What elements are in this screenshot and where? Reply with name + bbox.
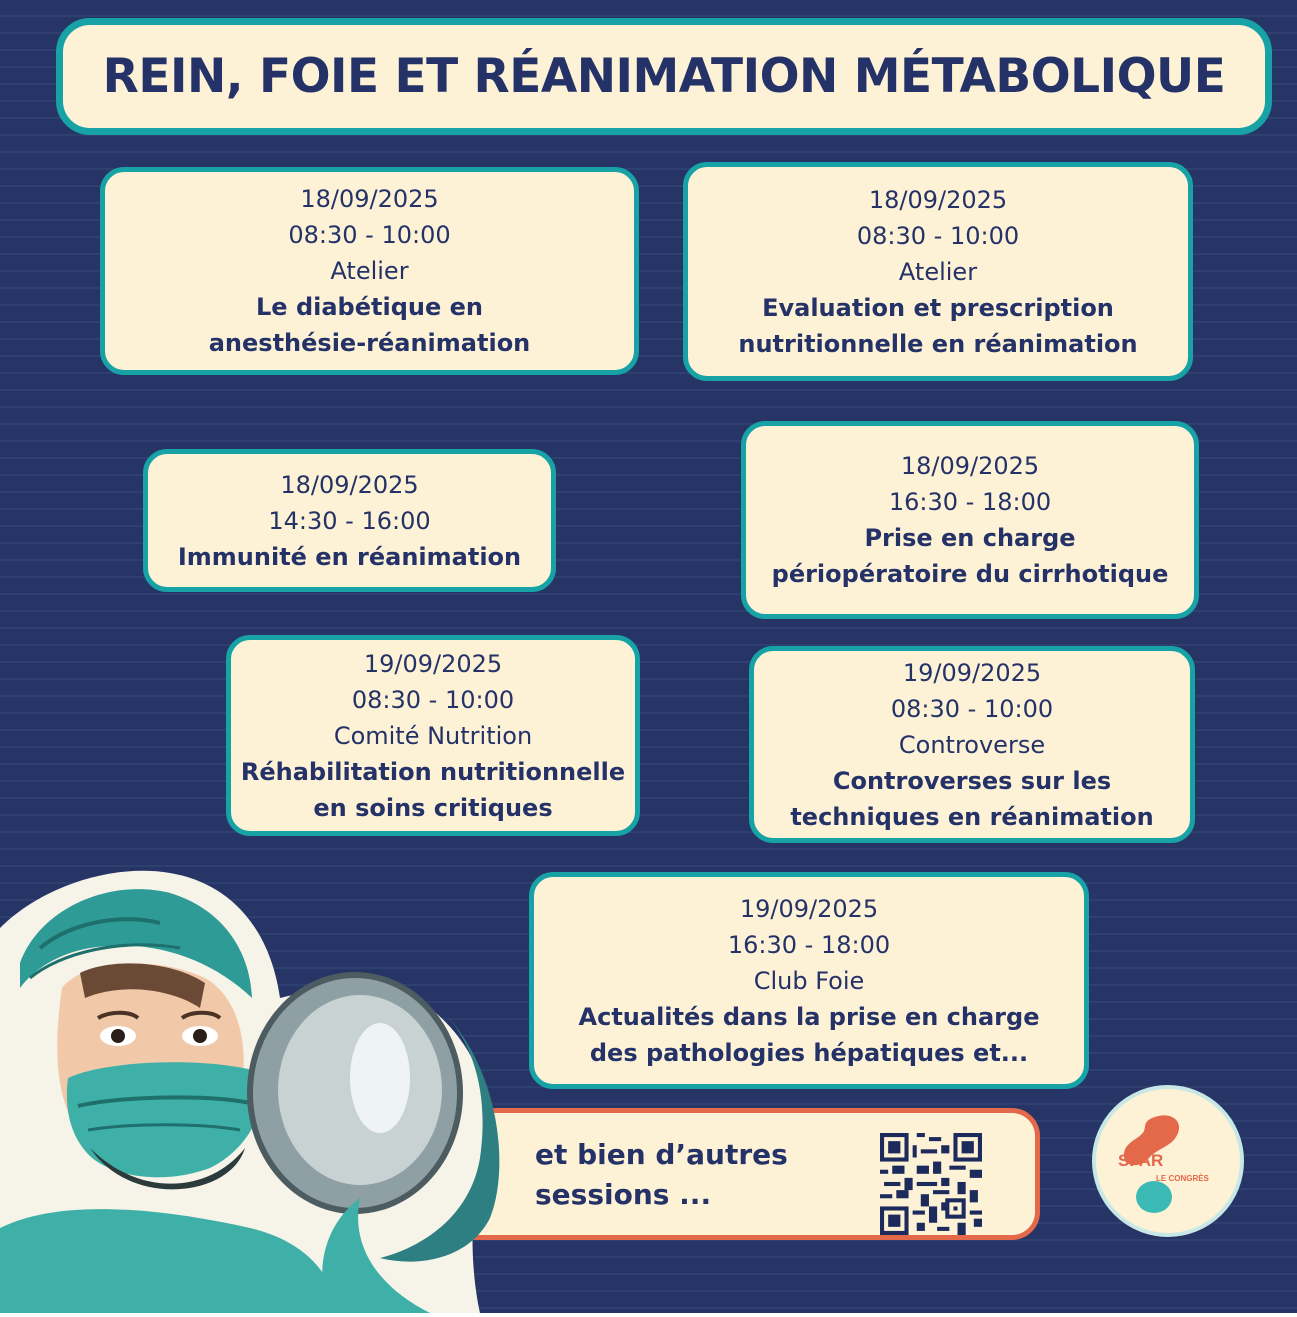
session-card[interactable]: [529, 872, 1089, 1089]
session-time: 08:30 - 10:00: [288, 221, 451, 249]
more-sessions-text: [535, 1135, 815, 1215]
session-card[interactable]: [100, 167, 639, 375]
session-time: 08:30 - 10:00: [890, 694, 1054, 723]
session-date: 19/09/2025: [363, 649, 503, 678]
qr-code-icon[interactable]: [880, 1133, 982, 1235]
title-banner: [56, 18, 1272, 135]
logo-word: SFAR: [1118, 1151, 1164, 1170]
session-date: 19/09/2025: [739, 894, 879, 923]
more-line: et bien d’autres: [535, 1138, 788, 1171]
session-time: 14:30 - 16:00: [268, 506, 431, 535]
session-title-line: anesthésie-réanimation: [208, 329, 531, 357]
session-type: Comité Nutrition: [333, 721, 533, 750]
session-title-line: techniques en réanimation: [790, 802, 1154, 831]
doctor-illustration: [0, 868, 520, 1313]
session-card[interactable]: [226, 635, 640, 836]
session-card[interactable]: [143, 449, 556, 592]
session-time: 08:30 - 10:00: [351, 685, 515, 714]
session-time: 16:30 - 18:00: [727, 930, 891, 959]
session-card[interactable]: [741, 421, 1199, 619]
session-type: Atelier: [330, 257, 409, 285]
session-time: 16:30 - 18:00: [888, 488, 1052, 516]
session-time: 08:30 - 10:00: [856, 221, 1020, 250]
sfar-logo: [1092, 1085, 1244, 1237]
session-date: 18/09/2025: [900, 452, 1040, 480]
session-title-line: Immunité en réanimation: [177, 542, 522, 571]
session-title-line: Réhabilitation nutritionnelle: [240, 757, 626, 786]
session-date: 19/09/2025: [902, 658, 1042, 687]
session-type: Controverse: [898, 730, 1046, 759]
logo-subtitle: LE CONGRÈS: [1156, 1174, 1209, 1183]
session-title-line: des pathologies hépatiques et...: [589, 1038, 1029, 1067]
session-title-line: périopératoire du cirrhotique: [771, 560, 1169, 588]
session-title-line: nutritionnelle en réanimation: [738, 329, 1138, 358]
session-date: 18/09/2025: [300, 185, 439, 213]
more-line: sessions ...: [535, 1178, 712, 1211]
page-title: REIN, FOIE ET RÉANIMATION MÉTABOLIQUE: [102, 49, 1226, 104]
session-title-line: Le diabétique en: [256, 293, 483, 321]
session-title-line: en soins critiques: [313, 793, 553, 822]
session-card[interactable]: [749, 646, 1195, 843]
session-title-line: Controverses sur les: [832, 766, 1112, 795]
session-type: Atelier: [898, 257, 978, 286]
session-date: 18/09/2025: [868, 185, 1008, 214]
session-title-line: Evaluation et prescription: [762, 293, 1114, 322]
session-date: 18/09/2025: [280, 470, 419, 499]
session-title-line: Actualités dans la prise en charge: [578, 1002, 1040, 1031]
session-type: Club Foie: [753, 966, 865, 995]
session-card[interactable]: [683, 162, 1193, 381]
session-title-line: Prise en charge: [864, 524, 1076, 552]
